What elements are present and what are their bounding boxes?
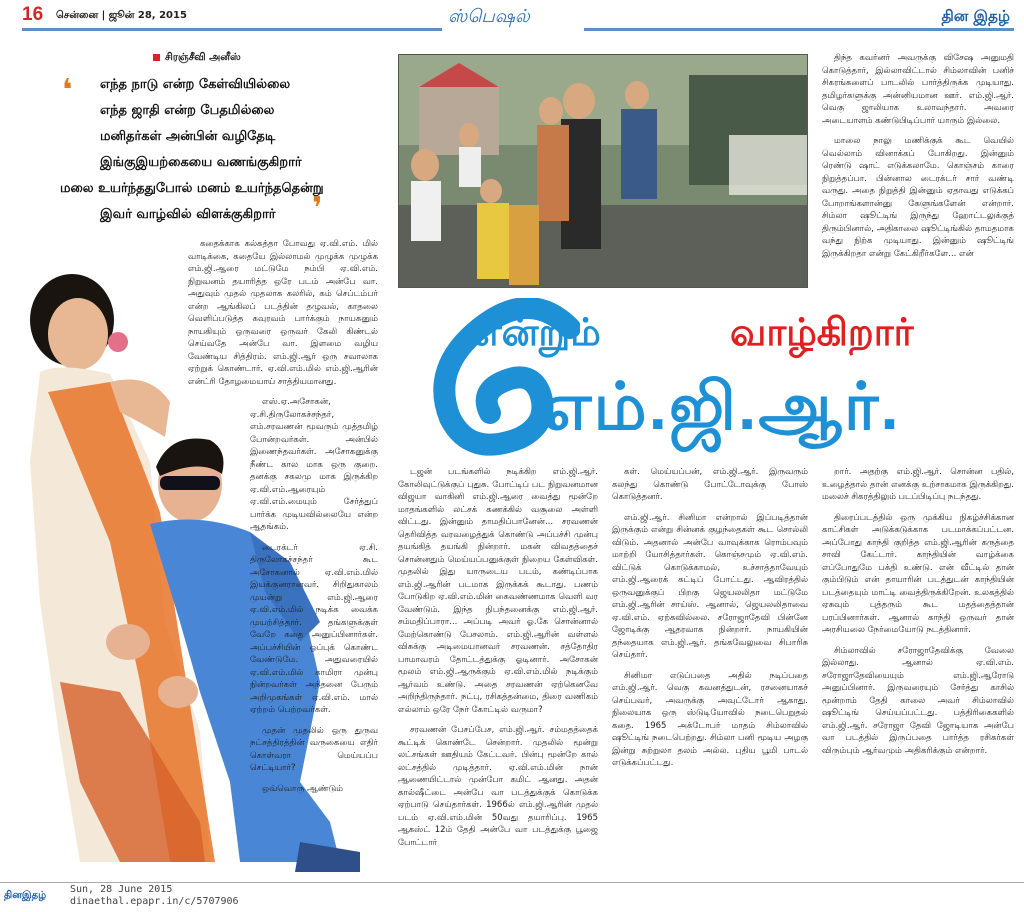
newspaper-brand: தின இதழ் [941, 7, 1010, 25]
paragraph: டைரக்டர் ஏ.சி. திருலோகச்சந்தர் கூட அசோகனால் ஏ.வி.எம்.மில் இயக்குனரானவர். சிறிதுகாலம் முயன்று எம்.ஜி.ஆரை ஏ.வி.எம்.மில் நடிக்க வைக்க முயற்சித்தார். தங்களுக்குள் வேறே கதை அனுப்பினார்கள். அப்பச்சியின் ஒப்புக் கொண்ட வேண்டுமே. அதுவரையில் ஏ.வி.எம்.மில் காமிரா முன்பு நின்றவர்கள் அந்தனை பேரும் அறிமுகங்கள் ஏ.வி.எம். மால் ஏற்றம் பெற்றவர்கள். [250, 542, 378, 715]
photo-group-scene [398, 54, 808, 288]
quote-line: எந்த நாடு என்ற கேள்வியில்லை [100, 77, 291, 92]
paragraph: ஒவ்வொரு ஆண்டும் [262, 783, 344, 794]
header-rule-left [22, 28, 442, 31]
quote-line: இங்குஇயற்கையை வணங்குகிறார் [100, 155, 302, 170]
photo-group-illustration [399, 55, 807, 287]
paragraph: சிம்லாவில் சரோஜாதேவிக்கு வேலை இல்லாது. ஆனால் ஏ.வி.எம். சரோஜாதேவியையும் எம்.ஜி.ஆரோடு அனுப்பினார். இருவரையும் சேர்த்து காசில் மூன்றாம் தேதி காலை அவர் சிம்லாவில் ஷூட்டிங் செய்யப்பட்டது. பத்திரிகைகளில் எம்.ஜி.ஆர். சரோஜா தேவி ஜோடியாக அன்பே வா படத்தில் இருப்பதை பார்த்த ரசிகர்கள் விரும்பும் ஆர்வமும் அதிகரிக்கும் என்றார். [822, 645, 1014, 756]
byline: சிரஞ்சீவி அனீஸ் [165, 52, 241, 63]
article-column-4b [822, 466, 1014, 872]
quote-line: எந்த ஜாதி என்ற பேதமில்லை [100, 103, 275, 118]
paragraph: றார். அதற்கு எம்.ஜி.ஆர். சொன்ன பதில், உழைத்தால் தான் எனக்கு உற்சாகமாக இருக்கிறது. மலைச் சிகரத்திலும் படப்பிடிப்பு நடந்தது. [822, 467, 1014, 502]
quote-close-icon: ❜ [312, 191, 323, 226]
byline-marker [153, 54, 160, 61]
paragraph: எம்.ஜி.ஆர். சினிமா என்றால் இப்படித்தான் இருக்கும் என்று சின்னக் குழந்தைகள் கூட சொல்லி விடும். அதனால் அன்பே வாவுக்காக ரொம்பவும் மாற்றி யோசித்தார்கள். கொஞ்சமும் ஏ.வி.எம். விட்டுக் கொடுக்காமல், உச்சாத்தாவேயும் எம்.ஜி.ஆரைக் கட்டிப் போட்டது. ஆவிரத்தில் ஒருவனுக்குப் பிறகு ஜெயலலிதா மட்டுமே எம்.ஜி.ஆரின் சாய்ஸ். ஆனால், ஜெயலலிதாவை ஏ.வி.எம். ஏற்கவில்லை. சரோஜாதேவி பின்னே ஜோடிக்கு ஆதரவாக நின்றார். நாயகியின் தந்தையாக எம்.ஜி.ஆர். தங்கவேலுவை சிபாரிசு செய்தார். [612, 512, 808, 660]
footer-rule [0, 882, 1024, 883]
article-column-2 [398, 466, 598, 872]
paragraph: முதன் முதலில் ஒரு துருவ நட்சத்திரத்தின் வருகையை எதிர் கொள்வரா மெய்யப்ப செட்டியார்? [250, 725, 378, 773]
paragraph: சரவணன் பேசப்பேச, எம்.ஜி.ஆர். சம்மதத்தைக் கூட்டிக் கொண்டே சென்றார். முதலில் மூன்று லட்சங்கள் ஊதியம் கேட்டவர். பின்பு மூன்றே கால் லட்சத்தில் முடித்தார். ஏ.வி.எம்.மின் நான் ஆணையிட்டால் முன்போ கமிட் ஆனது. அதன் கால்ஷீட்டை அன்பே வா படத்துக்குக் கொடுக்க ஏற்பாடு செய்தார்கள். 1966ல் எம்.ஜி.ஆரின் முதல் படம் ஏ.வி.எம்.மின் 50வது தயாரிப்பு. 1965 ஆகஸ்ட் 12ம் தேதி அன்பே வா படத்துக்கு பூஜை போட்டார் [398, 725, 598, 848]
paragraph: கள். மெய்யப்பன், எம்.ஜி.ஆர். இருவரும் கலந்து கொண்டு போட்டோவுக்கு போஸ் கொடுத்தனர். [612, 467, 808, 502]
quote-line: இவர் வாழ்வில் விளக்குகிறார் [100, 207, 276, 222]
footer-date: Sun, 28 June 2015 [70, 884, 173, 895]
paragraph: கதைக்காக கல்கத்தா போவது ஏ.வி.எம். மில் வாடிக்கை, கதையே இல்லாமல் முழுக்க முழுக்க எம்.ஜி.ஆரை மட்டுமே நம்பி ஏ.வி.எம். நிறுவனம் தயாரித்த ஒரே படம் அன்பே வா. அதுவும் முதல் முதலாக கலரில், கம் செப்டம்பர் என்ற ஆங்கிலப் படத்தின் தழுவல், காதலை வெளிப்படுத்த கவுரவம் பார்க்கும் நாயகனும் நாயகியும் ஒருவரை ஒருவர் கேலி கிண்டல் செய்வதே அன்பே வா. இளமை வழிய வேண்டிய சித்திரம். எம்.ஜி.ஆர் ஒரு சவாலாக ஏற்றுக் கொண்டார். ஏ.வி.எம்.மில் எம்.ஜி.ஆரின் என்ட்ரி தோழமையாய் சாத்தியமானது. [188, 239, 378, 387]
article-column-1b [250, 396, 378, 816]
article-column-1 [188, 238, 378, 402]
footer-logo: தினஇதழ் [4, 890, 47, 901]
paragraph: திரைப்படத்தில் ஒரு முக்கிய நிகழ்ச்சிக்கான காட்சிகள் அடுக்கடுக்காக படமாக்கப்பட்டன. அப்போது காந்தி குறித்த எம்.ஜி.ஆரின் கருத்தை சாவி கேட்டார். காந்தியின் வாழ்க்கை எப்போதுமே பக்தி உண்டு. என் வீட்டில் தான் கும்பிடும் என் தாயாரின் படத்துடன் காந்தியின் படத்தையும் மாட்டி வைத்திருக்கிறேன். உலகத்தில் ஏசுவும் புத்தரும் கூட மதத்தைத்தான் பரப்பினார்கள். ஆனால் காந்தி ஒருவர் தான் அரசியலை நேர்மையோடு நடத்தினார். [822, 512, 1014, 635]
headline-line1-red: வாழ்கிறார் [730, 312, 914, 354]
header-rule-right [584, 28, 1014, 31]
page-number: 16 [22, 4, 44, 25]
quote-line: மலை உயர்ந்ததுபோல் மனம் உயர்ந்ததென்று [60, 181, 324, 196]
paragraph: எஸ்.ஏ.அசோகன், ஏ.சி.திருலோகச்சந்தர், எம்.சரவணன் மூவரும் முத்தமிழ் போன்றவர்கள். அன்பில் இணைந்தவர்கள். அசோகனுக்கு நீண்ட கால மாக ஒரு குறை. தனக்கு சகலமு மாக இருக்கிற ஏ.வி.எம்.ஆரையும் ஏ.வி.எம்.மையும் சேர்த்துப் பார்க்க முடியவில்லையே என்ற ஆதங்கம். [250, 397, 378, 532]
article-column-4 [822, 52, 1014, 294]
paragraph: மாலை நாலு மணிக்குக் கூட வெயில் வெல்லாம் வினாக்கப் போகிறது. இன்னும் ரெண்டு ஷாட் எடுக்கலாமே. கொஞ்சம் காரை நிறுத்தப்பா. பின்னால டைரக்டர் சார் வண்டி வருது. அதை நிறுத்தி இன்னும் ஏதாவது எடுக்கப் போறாங்களான்னு கேளுங்களேன் என்றார். சிம்லா ஷூட்டிங் இருந்து ஹோட்டலுக்குத் திரும்பினால், அதிகாலை ஷூட்டிங்கில் தாமதமாக வந்து நிற்க முடியாது. இன்னும் ஷூட்டிங் இருக்கிறதா என்று கேட்கிறீர்களே... என் [822, 136, 1014, 259]
headline-line2: எம்.ஜி.ஆர். [540, 369, 901, 443]
headline-line1: என்றும் [472, 312, 601, 354]
paragraph: திந்த கவர்னர் அவருக்கு விசேஷ அனுமதி கொடுத்தார், இல்லாவிட்டால் சிம்லாவின் பனிச் சிகரங்களைப் பாடலில் பார்த்திருக்க முடியாது. தமிழர்களுக்கு அன்னியமான ஊர். எம்.ஜி.ஆர். வெகு ஜாலியாக உலாவந்தார். அவரை அடையாளம் கண்டுபிடிப்பார் யாரும் இல்லை. [822, 53, 1014, 126]
paragraph: சினிமா எடுப்பதை அதில் நடிப்பதை எம்.ஜி.ஆர். வெகு கவனத்துடன், ரசனையாகச் செய்பவர், அவருக்கு அவுட்டோர் ஆகாது. நிலையாக ஒரு ஸ்டுடியோவில் நடைபெறுதல் கதை. 1965 அக்டோபர் மாதம் சிம்லாவில் ஷூட்டிங் நடைபெற்றது. சிம்லா பனி மூடிய அழகு இன்று சுற்றுலா தலம் அல்ல. புதிய பூமி பாடல் எடுக்கப்பட்டது. [612, 670, 808, 768]
quote-open-icon: ❛ [62, 73, 73, 108]
edition-date: சென்னை | ஜூன் 28, 2015 [56, 10, 187, 21]
pull-quote [60, 72, 430, 232]
section-title: ஸ்பெஷல் [448, 6, 530, 27]
article-column-3 [612, 466, 808, 872]
paragraph: டஜன் படங்களில் நடிக்கிற எம்.ஜி.ஆர். கோலிவுட்டுக்குப் புதுசு. போட்டிப் பட நிறுவனமான விஜயா வாகினி எம்.ஜி.ஆரை வைத்து மூன்றே மாதங்களில் லட்சக் கணக்கில் வசூலை அள்ளி விட்டது. இன்னும் தாமதிப்பானேன்... சரவணன் தெரிவித்த வரவழைத்துக் கொண்டு அப்பச்சி முன்பு தயங்கித் தயங்கி நின்றார். மகன் விவதத்தைச் சொன்னதும் மெய்யப்பனுக்குள் நிறைய கேள்விகள். முதலில் இது யாருடைய படம், கண்டிப்பாக எம்.ஜி.ஆரின் படமாக இருக்கக் கூடாது. பணம் போடுகிற ஏ.வி.எம்.மின் கைவண்ணமாக வெளி வர வேண்டும். இந்த நிபந்தனைக்கு எம்.ஜி.ஆர். சம்மதிப்பாரா... அப்படி அவர் ஓ.கே சொன்னால் மேற்கொண்டு பேசலாம். எம்.ஜி.ஆரின் வள்ளல் விசுக்கு அடிமையானவர் சரவணன். சத்தோதிர பாமாவரம் தோட்டத்துக்கு ஓடினார். அசோகன் மூலம் எம்.ஜி.ஆருக்கும் ஏ.வி.எம்.மில் நடிக்கும் ஆர்வம் உண்டு. அதை சரவணன் ஏற்கெனவே அறிந்திருந்தார். நட்பு, ரசிகத்தன்மை, திரை வணிகம் எல்லாம் ஒரே நேர் கோட்டில் வருமா? [398, 467, 598, 715]
quote-line: மனிதர்கள் அன்பின் வழிதேடி [100, 129, 276, 144]
footer-url[interactable]: dinaethal.epapr.in/c/5707906 [70, 896, 239, 907]
